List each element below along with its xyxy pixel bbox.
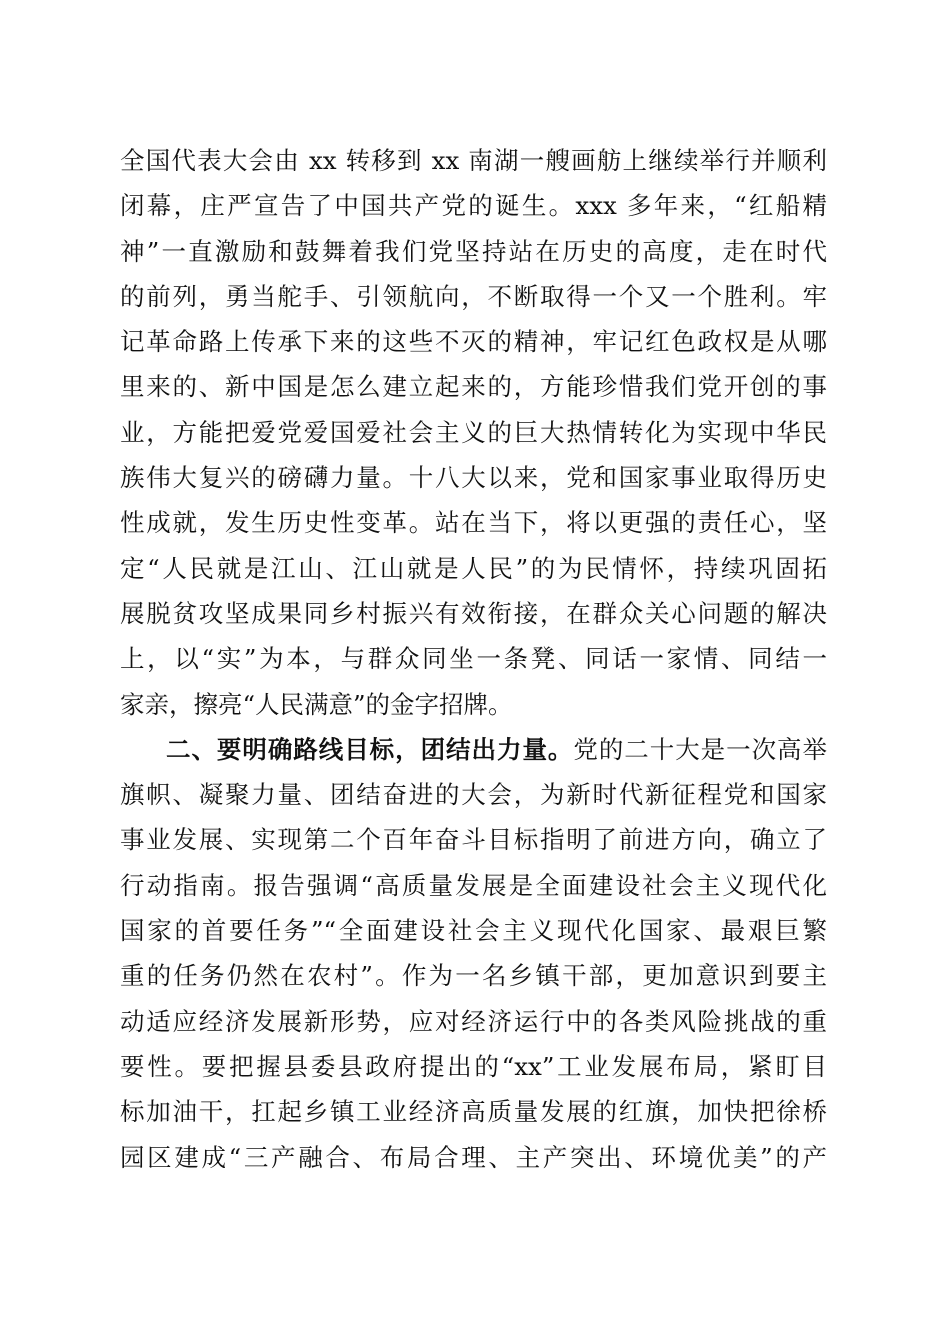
text-line: 全国代表大会由 xx 转移到 xx 南湖一艘画舫上继续举行并顺利 <box>120 146 827 175</box>
text-line: 上，以“实”为本，与群众同坐一条凳、同话一家情、同结一 <box>120 644 827 674</box>
text-line: 园区建成“三产融合、布局合理、主产突出、环境优美”的产 <box>120 1142 827 1172</box>
text-run: 党的二十大是一次高举 <box>573 734 827 764</box>
text-line: 性成就，发生历史性变革。站在当下，将以更强的责任心，坚 <box>120 508 827 538</box>
text-line: 里来的、新中国是怎么建立起来的，方能珍惜我们党开创的事 <box>120 372 827 402</box>
text-line: 动适应经济发展新形势，应对经济运行中的各类风险挑战的重 <box>120 1006 827 1036</box>
paragraph-1 <box>120 138 827 727</box>
text-line: 事业发展、实现第二个百年奋斗目标指明了前进方向，确立了 <box>120 825 827 855</box>
text-line: 族伟大复兴的磅礴力量。十八大以来，党和国家事业取得历史 <box>120 463 827 493</box>
text-line: 标加油干，扛起乡镇工业经济高质量发展的红旗，加快把徐桥 <box>120 1097 827 1127</box>
text-line: 展脱贫攻坚成果同乡村振兴有效衔接，在群众关心问题的解决 <box>120 598 827 628</box>
text-line: 要性。要把握县委县政府提出的“xx”工业发展布局，紧盯目 <box>120 1051 827 1081</box>
document-body <box>120 138 827 1180</box>
text-line: 行动指南。报告强调“高质量发展是全面建设社会主义现代化 <box>120 870 827 900</box>
paragraph-2-first-line <box>120 727 827 772</box>
text-line: 业，方能把爱党爱国爱社会主义的巨大热情转化为实现中华民 <box>120 417 827 447</box>
text-line: 定“人民就是江山、江山就是人民”的为民情怀，持续巩固拓 <box>120 553 827 583</box>
text-line: 重的任务仍然在农村”。作为一名乡镇干部，更加意识到要主 <box>120 961 827 991</box>
text-line: 旗帜、凝聚力量、团结奋进的大会，为新时代新征程党和国家 <box>120 780 827 810</box>
section-heading: 二、要明确路线目标，团结出力量。 <box>166 734 574 764</box>
text-line: 记革命路上传承下来的这些不灭的精神，牢记红色政权是从哪 <box>120 327 827 357</box>
text-line: 闭幕，庄严宣告了中国共产党的诞生。xxx 多年来，“红船精 <box>120 191 827 221</box>
text-line: 神”一直激励和鼓舞着我们党坚持站在历史的高度，走在时代 <box>120 236 827 266</box>
text-line: 家亲，擦亮“人民满意”的金字招牌。 <box>120 689 513 719</box>
text-line: 国家的首要任务”“全面建设社会主义现代化国家、最艰巨繁 <box>120 916 827 946</box>
paragraph-2 <box>120 727 827 1180</box>
text-line: 的前列，勇当舵手、引领航向，不断取得一个又一个胜利。牢 <box>120 281 827 311</box>
